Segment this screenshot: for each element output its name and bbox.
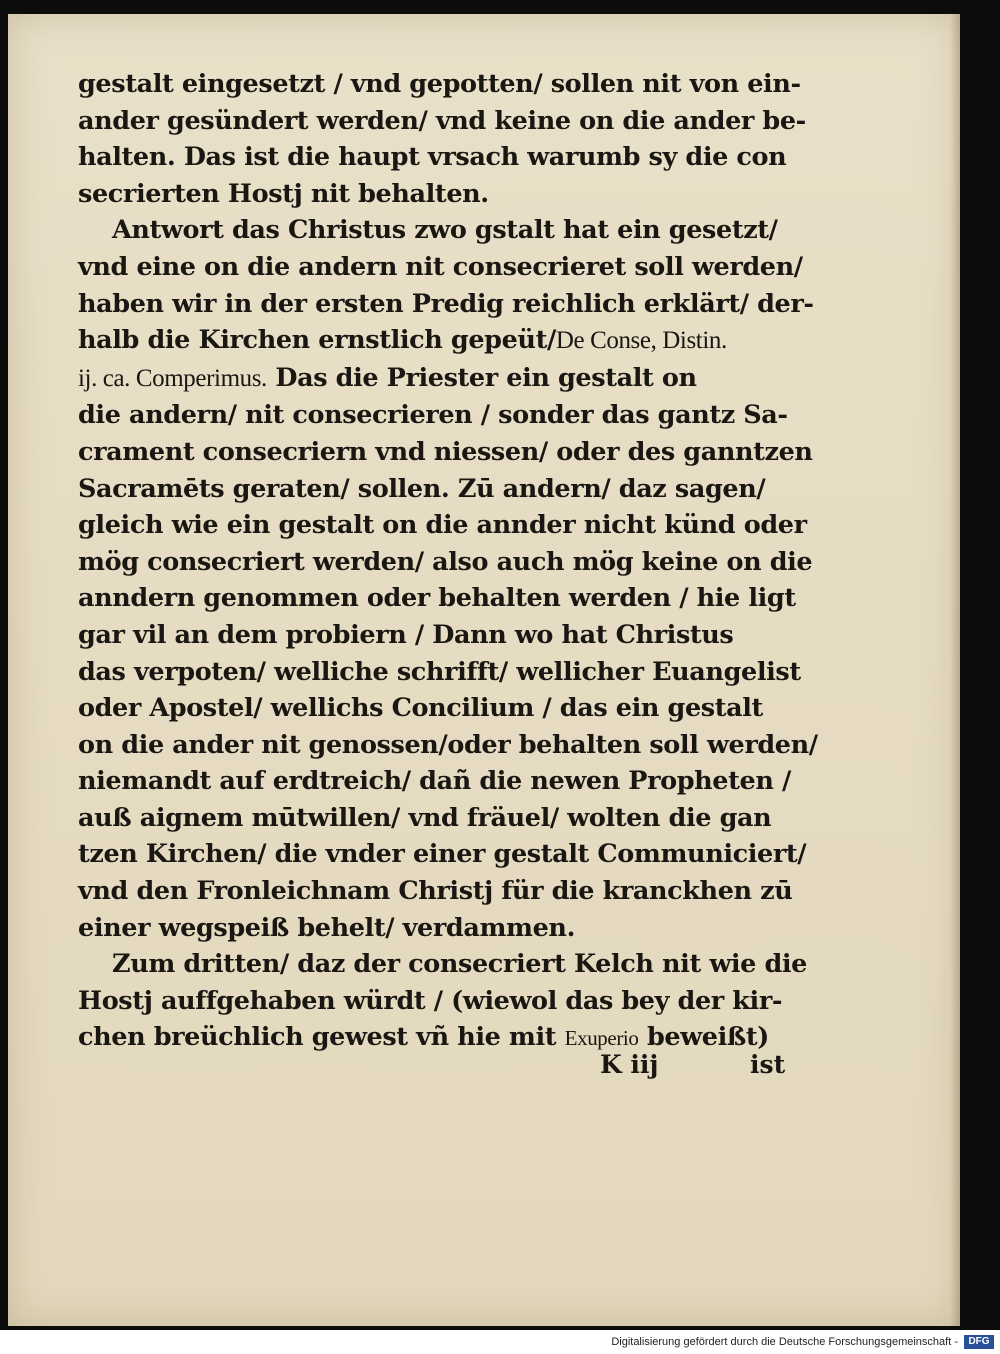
dfg-logo: DFG bbox=[964, 1335, 994, 1349]
text-fragment: chen breüchlich gewest vñ hie mit bbox=[78, 1022, 557, 1053]
text-line: die andern/ nit consecrieren / sonder das gantz Sa- bbox=[78, 400, 788, 431]
text-line: mög consecriert werden/ also auch mög keine on die bbox=[78, 546, 813, 577]
text-line: vnd eine on die andern nit consecrieret soll werden/ bbox=[78, 251, 803, 282]
latin-citation: De Conse, Distin. bbox=[555, 327, 727, 355]
page-edge bbox=[950, 14, 960, 1326]
text-line: gar vil an dem probiern / Dann wo hat Christus bbox=[78, 619, 734, 650]
text-line: haben wir in der ersten Predig reichlich erklärt/ der- bbox=[78, 288, 814, 319]
text-line: gestalt eingesetzt / vnd gepotten/ sollen nit von ein- bbox=[78, 69, 801, 99]
text-line: gleich wie ein gestalt on die annder nicht künd oder bbox=[78, 510, 807, 541]
text-line bbox=[78, 322, 768, 360]
body-text bbox=[78, 66, 818, 1057]
text-line: auß aignem mūtwillen/ vnd fräuel/ wolten die gan bbox=[78, 802, 772, 833]
text-line: vnd den Fronleichnam Christj für die kranckhen zū bbox=[78, 876, 793, 907]
text-line: das verpoten/ welliche schrifft/ wellicher Euangelist bbox=[78, 656, 801, 687]
latin-name: Exuperio bbox=[564, 1026, 639, 1051]
text-fragment: halb die Kirchen ernstlich gepeüt/ bbox=[78, 325, 556, 356]
text-line: oder Apostel/ wellichs Concilium / das ein gestalt bbox=[78, 693, 763, 724]
text-line: einer wegspeiß behelt/ verdammen. bbox=[78, 912, 576, 943]
text-fragment: Das die Priester ein gestalt on bbox=[275, 362, 697, 393]
text-line: Sacramēts geraten/ sollen. Zū andern/ daz sagen/ bbox=[78, 473, 766, 504]
text-fragment: beweißt) bbox=[646, 1022, 769, 1053]
catchword: ist bbox=[750, 1050, 786, 1079]
latin-citation: ij. ca. Comperimus. bbox=[78, 364, 267, 392]
footer-credit: Digitalisierung gefördert durch die Deutsche Forschungsgemeinschaft - bbox=[611, 1336, 958, 1348]
text-line: niemandt auf erdtreich/ dañ die newen Propheten / bbox=[78, 766, 791, 797]
text-line bbox=[78, 1019, 768, 1057]
footer-bar bbox=[0, 1330, 1000, 1354]
text-line: tzen Kirchen/ die vnder einer gestalt Communiciert/ bbox=[78, 839, 807, 870]
text-line: Zum dritten/ daz der consecriert Kelch nit wie die bbox=[112, 949, 807, 980]
text-line: on die ander nit genossen/oder behalten soll werden/ bbox=[78, 729, 818, 760]
signature-mark: K iij bbox=[600, 1050, 659, 1079]
text-line: anndern genommen oder behalten werden / hie ligt bbox=[78, 583, 796, 614]
text-line: Hostj auffgehaben würdt / (wiewol das bey der kir- bbox=[78, 985, 783, 1016]
text-line: Antwort das Christus zwo gstalt hat ein gesetzt/ bbox=[112, 215, 778, 246]
text-line: crament consecriern vnd niessen/ oder des ganntzen bbox=[78, 436, 813, 467]
text-line: secrierten Hostj nit behalten. bbox=[78, 178, 489, 209]
text-line: ander gesündert werden/ vnd keine on die ander be- bbox=[78, 105, 806, 136]
text-line bbox=[78, 360, 768, 398]
text-line: halten. Das ist die haupt vrsach warumb sy die con bbox=[78, 142, 787, 173]
